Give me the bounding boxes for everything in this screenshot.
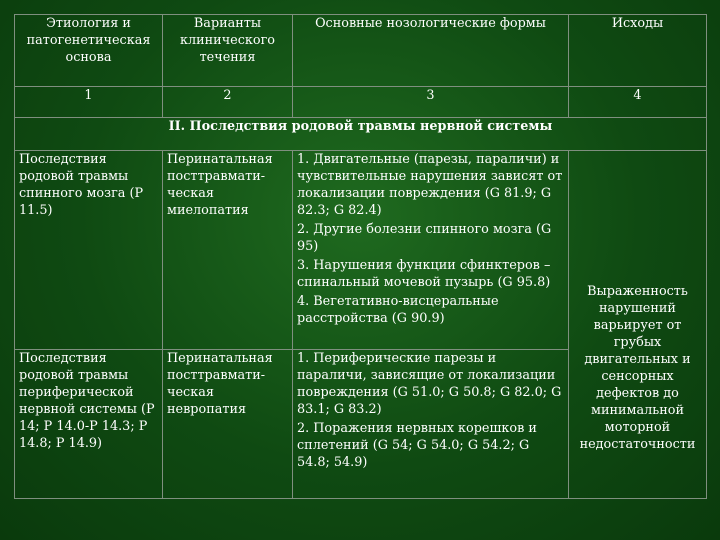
form-item: 1. Двигательные (парезы, параличи) и чувствительные нарушения зависят от локализации повреждения (G 81.9; G 82.3; G 82.4) — [297, 152, 563, 218]
variant-cell: Перинатальная посттравмати-ческая миелопатия — [163, 151, 293, 350]
header-variants: Варианты клинического течения — [163, 15, 293, 87]
section-title: II. Последствия родовой травмы нервной системы — [15, 118, 707, 151]
header-row — [15, 15, 707, 87]
outcome-cell — [569, 151, 707, 499]
etiology-cell: Последствия родовой травмы спинного мозга (P 11.5) — [15, 151, 163, 350]
outcome-text: Выраженность нарушений варьирует от грубых двигательных и сенсорных дефектов до минимальной моторной недостаточности — [579, 283, 696, 452]
nosology-table — [14, 14, 707, 499]
form-item: 4. Вегетативно-висцеральные расстройства (G 90.9) — [297, 294, 499, 326]
section-row — [15, 118, 707, 151]
form-item: 3. Нарушения функции сфинктеров – спинальный мочевой пузырь (G 95.8) — [297, 258, 551, 290]
forms-cell — [293, 350, 569, 499]
form-item: 2. Поражения нервных корешков и сплетений (G 54; G 54.0; G 54.2; G 54.8; 54.9) — [297, 421, 537, 470]
header-forms: Основные нозологические формы — [293, 15, 569, 87]
forms-cell — [293, 151, 569, 350]
header-outcomes: Исходы — [569, 15, 707, 87]
number-row — [15, 87, 707, 118]
header-etiology: Этиология и патогенетическая основа — [15, 15, 163, 87]
table-row — [15, 151, 707, 350]
variant-cell: Перинатальная посттравмати-ческая невропатия — [163, 350, 293, 499]
etiology-cell: Последствия родовой травмы периферической нервной системы (P 14; P 14.0-P 14.3; P 14.8; P 14.9) — [15, 350, 163, 499]
column-number: 3 — [293, 87, 569, 118]
form-item: 2. Другие болезни спинного мозга (G 95) — [297, 222, 552, 254]
column-number: 1 — [15, 87, 163, 118]
form-item: 1. Периферические парезы и параличи, зависящие от локализации повреждения (G 51.0; G 50.8; G 82.0; G 83.1; G 83.2) — [297, 351, 562, 417]
column-number: 4 — [569, 87, 707, 118]
column-number: 2 — [163, 87, 293, 118]
